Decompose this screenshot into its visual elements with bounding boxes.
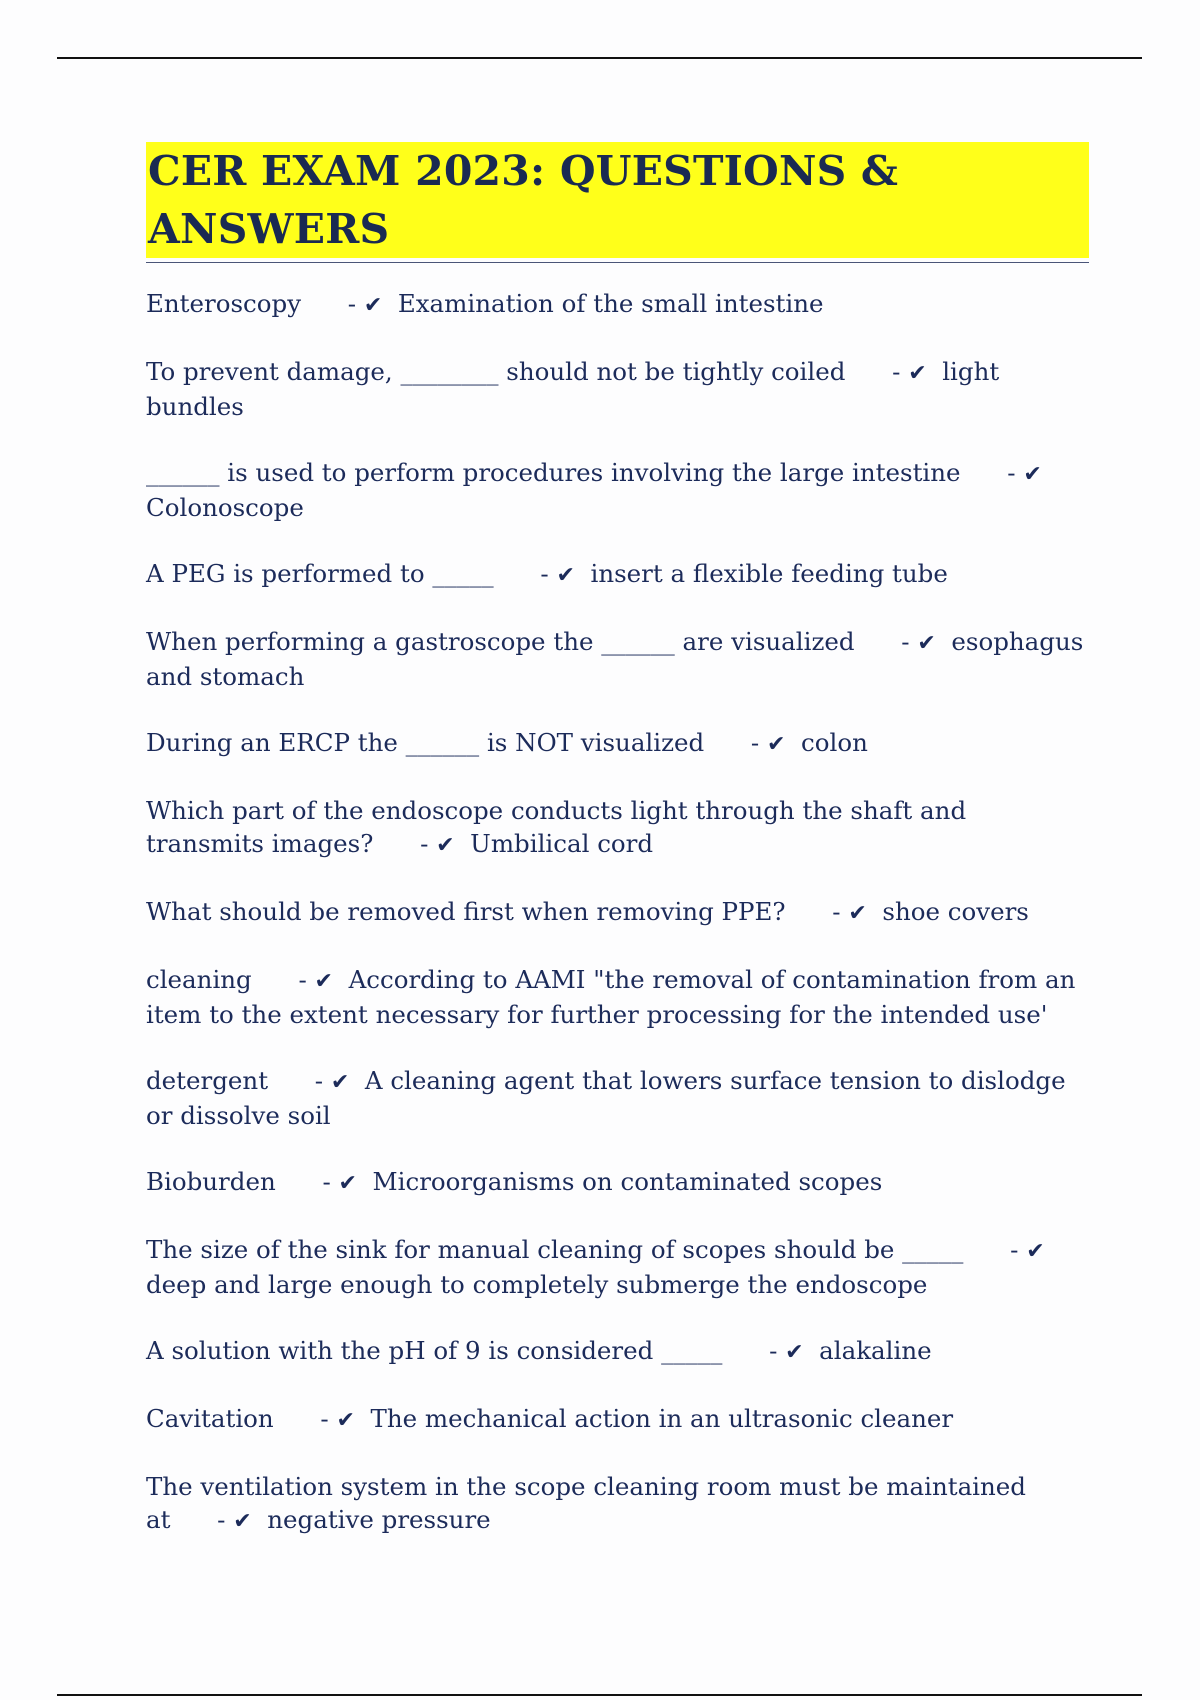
qa-item bbox=[146, 625, 1092, 693]
qa-item bbox=[146, 557, 1089, 592]
qa-item bbox=[146, 1402, 1089, 1437]
question-text: A solution with the pH of 9 is considered _____ bbox=[146, 1336, 723, 1365]
answer-separator: - bbox=[275, 1167, 339, 1196]
answer-separator: - bbox=[170, 1505, 234, 1534]
document-body bbox=[146, 142, 1092, 1571]
check-mark-icon: ✔ bbox=[848, 901, 867, 926]
qa-item bbox=[146, 1233, 1089, 1301]
check-mark-icon: ✔ bbox=[785, 1340, 804, 1365]
question-text: Cavitation bbox=[146, 1404, 274, 1433]
check-mark-icon: ✔ bbox=[1026, 1239, 1045, 1264]
check-mark-icon: ✔ bbox=[330, 1070, 350, 1095]
qa-item bbox=[146, 456, 1089, 524]
check-mark-icon: ✔ bbox=[436, 833, 455, 858]
answer-text: negative pressure bbox=[267, 1505, 491, 1534]
question-text: To prevent damage, ________ should not be tightly coiled bbox=[146, 357, 846, 386]
qa-item bbox=[146, 794, 1089, 862]
qa-item bbox=[146, 355, 1089, 423]
check-mark-icon: ✔ bbox=[338, 1171, 357, 1196]
answer-separator: - bbox=[493, 559, 557, 588]
answer-separator: - bbox=[960, 458, 1024, 487]
answer-separator: - bbox=[722, 1336, 786, 1365]
question-text: Enteroscopy bbox=[146, 289, 302, 318]
answer-text: alakaline bbox=[819, 1336, 932, 1365]
check-mark-icon: ✔ bbox=[556, 563, 575, 588]
title-block bbox=[146, 142, 1089, 263]
answer-text: The mechanical action in an ultrasonic cleaner bbox=[370, 1404, 954, 1433]
answer-text: Colonoscope bbox=[146, 493, 304, 522]
answer-separator: - bbox=[785, 897, 849, 926]
qa-list bbox=[146, 287, 1092, 1538]
qa-item bbox=[146, 1064, 1089, 1132]
answer-separator: - bbox=[845, 357, 909, 386]
qa-item bbox=[146, 1470, 1089, 1538]
answer-text: Examination of the small intestine bbox=[397, 289, 824, 318]
answer-text: A cleaning agent that lowers surface tension to dislodge or dissolve soil bbox=[146, 1066, 1074, 1130]
question-text: cleaning bbox=[146, 965, 252, 994]
answer-text: esophagus and stomach bbox=[146, 627, 1092, 691]
check-mark-icon: ✔ bbox=[314, 969, 333, 994]
check-mark-icon: ✔ bbox=[908, 361, 927, 386]
qa-item bbox=[146, 1165, 1089, 1200]
question-text: ______ is used to perform procedures involving the large intestine bbox=[146, 458, 961, 487]
question-text: A PEG is performed to _____ bbox=[146, 559, 494, 588]
answer-separator: - bbox=[273, 1404, 337, 1433]
qa-item bbox=[146, 1334, 1089, 1369]
page-title: CER EXAM 2023: QUESTIONS & ANSWERS bbox=[146, 142, 1089, 258]
answer-text: colon bbox=[801, 728, 868, 757]
qa-item bbox=[146, 895, 1089, 930]
answer-separator: - bbox=[251, 965, 315, 994]
answer-text: Microorganisms on contaminated scopes bbox=[372, 1167, 883, 1196]
qa-item bbox=[146, 726, 1089, 761]
answer-text: Umbilical cord bbox=[470, 829, 654, 858]
answer-text: According to AAMI "the removal of contamination from an item to the extent necessary for further processing for the intended use' bbox=[146, 965, 1084, 1029]
answer-text: deep and large enough to completely submerge the endoscope bbox=[146, 1270, 928, 1299]
qa-item bbox=[146, 963, 1089, 1031]
answer-separator: - bbox=[704, 728, 767, 757]
answer-separator: - bbox=[373, 829, 437, 858]
answer-text: shoe covers bbox=[882, 897, 1029, 926]
question-text: Bioburden bbox=[146, 1167, 276, 1196]
answer-separator: - bbox=[963, 1235, 1027, 1264]
answer-separator: - bbox=[301, 289, 364, 318]
answer-text: insert a flexible feeding tube bbox=[590, 559, 948, 588]
check-mark-icon: ✔ bbox=[767, 732, 786, 757]
check-mark-icon: ✔ bbox=[233, 1509, 252, 1534]
question-text: During an ERCP the ______ is NOT visualized bbox=[146, 728, 705, 757]
answer-separator: - bbox=[268, 1066, 331, 1095]
qa-item bbox=[146, 287, 1089, 322]
check-mark-icon: ✔ bbox=[1023, 462, 1042, 487]
question-text: When performing a gastroscope the ______ are visualized bbox=[146, 627, 855, 656]
question-text: detergent bbox=[146, 1066, 269, 1095]
question-text: The size of the sink for manual cleaning of scopes should be _____ bbox=[146, 1235, 964, 1264]
answer-text: light bundles bbox=[146, 357, 1007, 421]
check-mark-icon: ✔ bbox=[336, 1408, 355, 1433]
answer-separator: - bbox=[854, 627, 918, 656]
question-text: What should be removed first when removing PPE? bbox=[146, 897, 786, 926]
top-rule bbox=[57, 57, 1142, 59]
bottom-rule bbox=[57, 1694, 1142, 1696]
question-text: Which part of the endoscope conducts light through the shaft and transmits images? bbox=[146, 796, 974, 858]
check-mark-icon: ✔ bbox=[917, 631, 936, 656]
check-mark-icon: ✔ bbox=[363, 293, 383, 318]
question-text: The ventilation system in the scope cleaning room must be maintained at bbox=[146, 1472, 1034, 1534]
